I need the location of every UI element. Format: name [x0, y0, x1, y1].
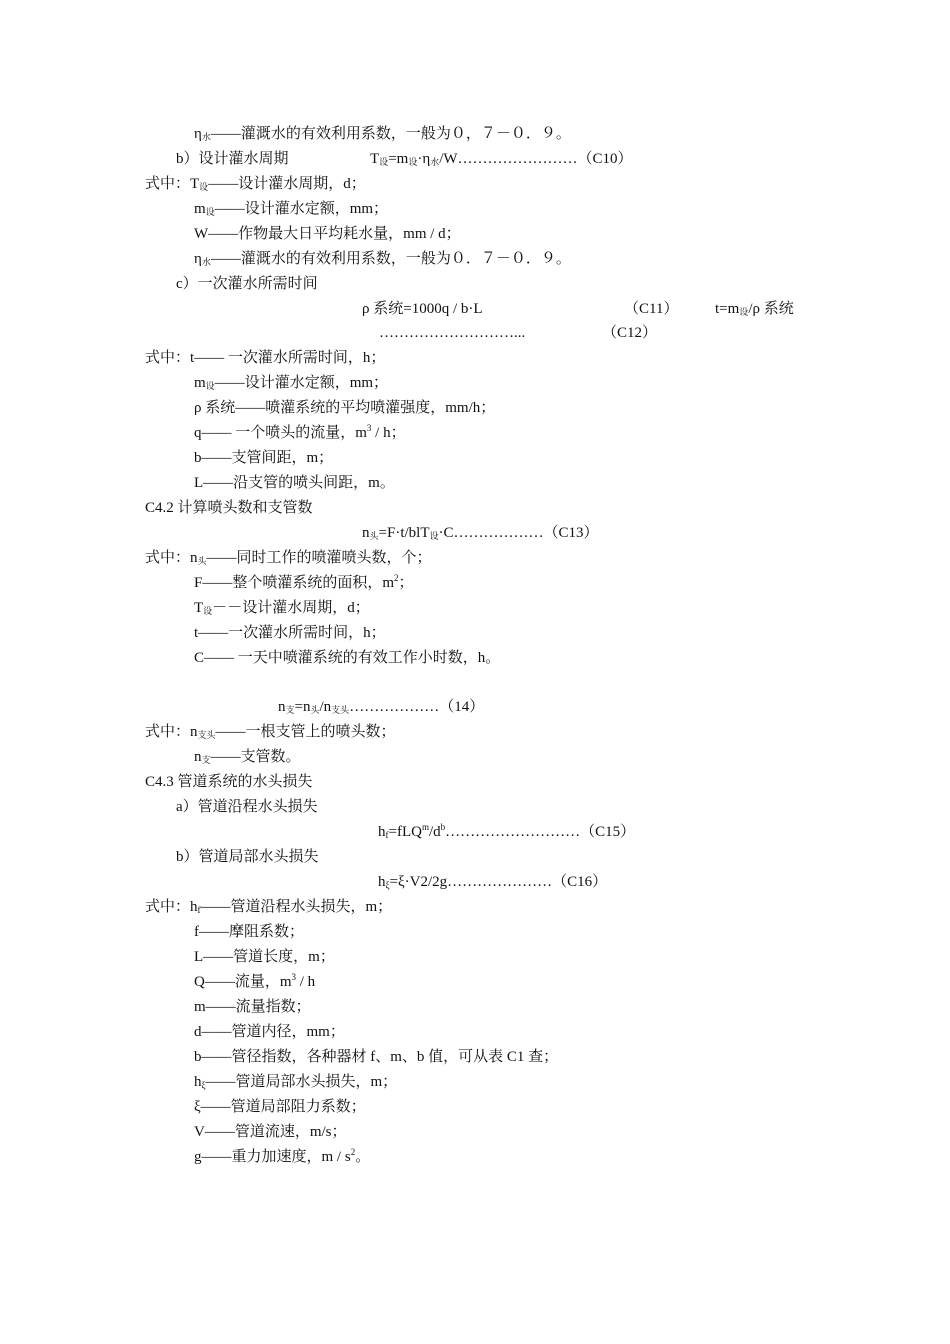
text-segment: C4.3 管道系统的水头损失	[145, 774, 313, 790]
text-segment: ——管道局部水头损失，m；	[205, 1074, 398, 1090]
text-segment: 式中：t—— 一次灌水所需时间，h；	[145, 350, 386, 366]
text-segment: m——流量指数；	[194, 999, 311, 1015]
text-segment: ——支管数。	[210, 749, 301, 765]
text-segment: ………………………...	[379, 325, 526, 341]
text-segment: /d	[428, 824, 441, 840]
text-segment: h	[378, 824, 386, 840]
text-segment: m	[194, 201, 206, 217]
text-segment: ——灌溉水的有效利用系数，一般为０，７－０．９。	[210, 126, 571, 142]
text-segment: /n	[319, 699, 332, 715]
text-line	[602, 324, 657, 342]
text-segment: η	[194, 126, 202, 142]
text-segment: / h；	[371, 425, 406, 441]
text-segment: （C11）	[624, 301, 679, 317]
subscript: 支头	[331, 705, 350, 715]
text-line	[145, 499, 313, 517]
superscript: 2	[350, 1147, 356, 1157]
text-line	[194, 948, 335, 966]
superscript: b	[440, 822, 446, 832]
text-line	[145, 773, 313, 791]
subscript: 头	[197, 556, 207, 566]
text-line	[715, 300, 794, 318]
text-line	[194, 599, 370, 617]
subscript: 支头	[197, 730, 216, 740]
text-line	[194, 1023, 345, 1041]
subscript: f	[197, 905, 201, 915]
text-segment: ·η	[417, 151, 431, 167]
text-segment: ρ 系统——喷灌系统的平均喷灌强度，mm/h；	[194, 400, 496, 416]
text-segment: 式中：n	[145, 550, 198, 566]
text-segment: ——灌溉水的有效利用系数，一般为０．７－０．９。	[210, 251, 571, 267]
text-segment: c）一次灌水所需时间	[176, 276, 318, 292]
text-segment: a）管道沿程水头损失	[176, 799, 318, 815]
text-segment: C4.2 计算喷头数和支管数	[145, 500, 313, 516]
text-line	[194, 574, 414, 592]
subscript: 设	[379, 157, 389, 167]
text-segment: ——设计灌水周期，d；	[208, 176, 366, 192]
text-line	[194, 1148, 370, 1166]
text-segment: L——管道长度，m；	[194, 949, 335, 965]
subscript: 水	[201, 132, 211, 142]
text-segment: ——一根支管上的喷头数；	[215, 724, 396, 740]
text-line	[176, 848, 319, 866]
text-line	[176, 150, 289, 168]
text-line	[194, 374, 388, 392]
text-segment: n	[194, 749, 202, 765]
text-line	[194, 474, 395, 492]
subscript: ξ	[385, 880, 390, 890]
text-segment: ξ——管道局部阻力系数；	[194, 1099, 366, 1115]
text-segment: W——作物最大日平均耗水量，mm / d；	[194, 226, 461, 242]
text-line	[194, 250, 571, 268]
text-segment: ·C………………（C13）	[438, 525, 599, 541]
text-segment: ；	[398, 575, 414, 591]
text-line	[194, 125, 571, 143]
text-segment: C—— 一天中喷灌系统的有效工作小时数，h。	[194, 650, 501, 666]
text-segment: －－设计灌水周期，d；	[212, 600, 370, 616]
text-line	[194, 973, 315, 991]
text-segment: ………………………（C15）	[445, 824, 636, 840]
text-line	[278, 698, 484, 716]
text-segment: b——支管间距，m；	[194, 450, 334, 466]
text-segment: ——同时工作的喷灌喷头数，个；	[206, 550, 432, 566]
text-segment: n	[362, 525, 370, 541]
text-segment: Q——流量，m	[194, 974, 292, 990]
subscript: 支	[201, 755, 211, 765]
text-line	[194, 1123, 347, 1141]
text-segment: b——管径指数，各种器材 f、m、b 值，可从表 C1 查；	[194, 1049, 559, 1065]
superscript: 3	[291, 972, 297, 982]
text-line	[145, 175, 366, 193]
text-segment: T	[370, 151, 380, 167]
subscript: 水	[430, 157, 440, 167]
text-line	[378, 873, 607, 891]
text-line	[194, 225, 461, 243]
text-line	[194, 399, 495, 417]
subscript: 设	[205, 207, 215, 217]
text-segment: 式中：T	[145, 176, 200, 192]
subscript: 设	[205, 381, 215, 391]
text-segment: η	[194, 251, 202, 267]
text-line	[378, 823, 635, 841]
text-segment: b）设计灌水周期	[176, 151, 289, 167]
text-line	[145, 349, 385, 367]
text-segment: =n	[294, 699, 311, 715]
text-line	[194, 424, 406, 442]
text-segment: n	[278, 699, 286, 715]
text-segment: （C12）	[602, 325, 658, 341]
text-segment: ——管道沿程水头损失，m；	[200, 899, 393, 915]
text-segment: q—— 一个喷头的流量，m	[194, 425, 367, 441]
text-line	[145, 723, 396, 741]
text-line	[624, 300, 678, 318]
superscript: m	[421, 822, 429, 832]
text-segment: f——摩阻系数；	[194, 924, 304, 940]
subscript: 支	[285, 705, 295, 715]
text-segment: t=m	[715, 301, 740, 317]
text-line	[145, 549, 432, 567]
text-segment: =fLQ	[388, 824, 422, 840]
text-line	[194, 1048, 558, 1066]
text-segment: 式中：h	[145, 899, 198, 915]
text-line	[194, 748, 301, 766]
text-segment: g——重力加速度，m / s	[194, 1149, 351, 1165]
text-segment: T	[194, 600, 204, 616]
text-line	[194, 923, 304, 941]
text-segment: t——一次灌水所需时间，h；	[194, 625, 386, 641]
text-segment: d——管道内径，mm；	[194, 1024, 345, 1040]
text-segment: h	[194, 1074, 202, 1090]
text-segment: h	[378, 874, 386, 890]
text-line	[194, 624, 386, 642]
text-line	[194, 200, 388, 218]
text-line	[194, 649, 500, 667]
subscript: 设	[739, 307, 749, 317]
text-line	[194, 998, 311, 1016]
text-line	[194, 449, 333, 467]
text-segment: =F·t/blT	[378, 525, 430, 541]
text-line	[176, 798, 318, 816]
subscript: 头	[369, 531, 379, 541]
subscript: 设	[408, 157, 418, 167]
subscript: f	[385, 830, 389, 840]
text-segment: ρ 系统=1000q / b·L	[362, 301, 483, 317]
text-segment: b）管道局部水头损失	[176, 849, 319, 865]
subscript: 设	[203, 606, 213, 616]
subscript: 设	[429, 531, 439, 541]
text-segment: F——整个喷灌系统的面积，m	[194, 575, 395, 591]
text-segment: ………………（14）	[349, 699, 485, 715]
text-segment: / h	[296, 974, 316, 990]
text-line	[194, 1073, 397, 1091]
subscript: 头	[310, 705, 320, 715]
text-segment: ——设计灌水定额，mm；	[214, 201, 389, 217]
text-segment: ——设计灌水定额，mm；	[214, 375, 389, 391]
text-line	[362, 524, 599, 542]
subscript: ξ	[201, 1080, 206, 1090]
text-line	[194, 1098, 366, 1116]
text-segment: L——沿支管的喷头间距，m。	[194, 475, 395, 491]
text-line	[362, 300, 483, 318]
text-segment: =ξ·V2/2g…………………（C16）	[389, 874, 608, 890]
text-line	[176, 275, 318, 293]
superscript: 3	[366, 423, 372, 433]
text-segment: m	[194, 375, 206, 391]
subscript: 水	[201, 257, 211, 267]
text-segment: /ρ 系统	[748, 301, 794, 317]
text-line	[145, 898, 392, 916]
text-line	[379, 324, 525, 342]
text-segment: 式中：n	[145, 724, 198, 740]
text-segment: V——管道流速，m/s；	[194, 1124, 347, 1140]
text-segment: =m	[388, 151, 409, 167]
text-segment: 。	[355, 1149, 371, 1165]
superscript: 2	[394, 573, 399, 583]
text-line	[370, 150, 633, 168]
text-segment: /W……………………（C10）	[439, 151, 633, 167]
subscript: 设	[199, 182, 209, 192]
